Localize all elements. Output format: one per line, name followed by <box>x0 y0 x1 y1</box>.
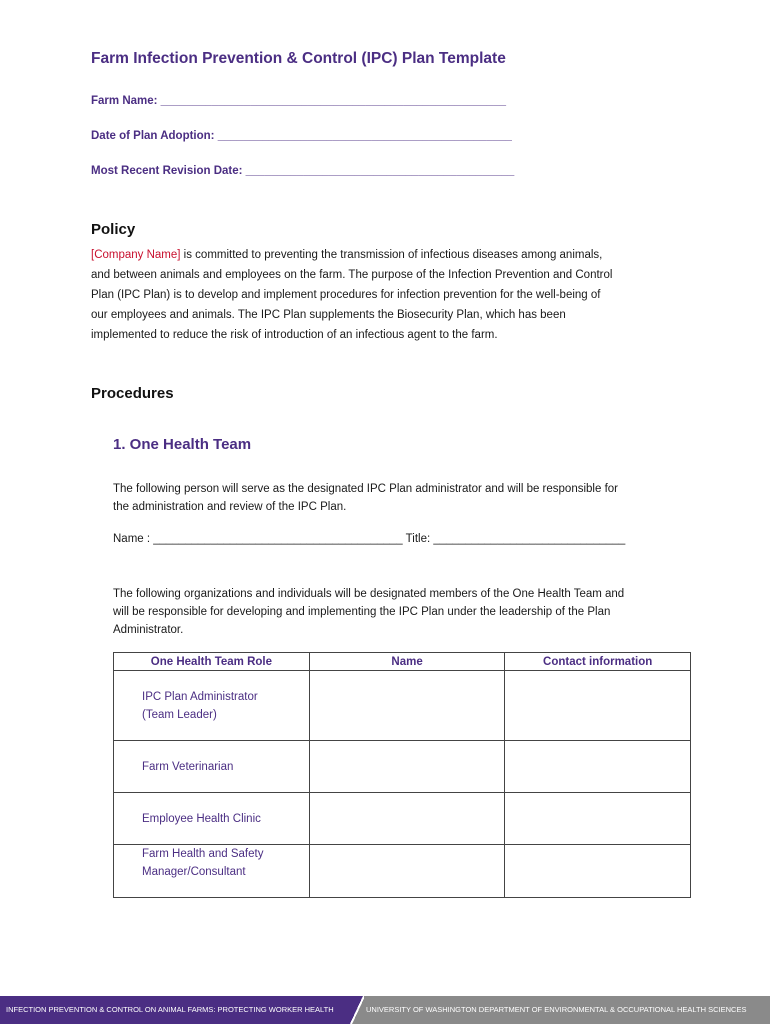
members-line-2: will be responsible for developing and implementing the IPC Plan under the leadership of the Plan <box>113 606 611 618</box>
adoption-date-field: Date of Plan Adoption: ______________________________________________ <box>91 130 512 142</box>
one-health-team-table <box>113 652 691 898</box>
header-name: Name <box>309 653 505 671</box>
role-cell <box>114 671 310 741</box>
contact-cell[interactable] <box>505 793 691 845</box>
policy-paragraph <box>91 245 731 345</box>
members-line-1: The following organizations and individuals will be designated members of the One Health Team and <box>113 588 625 600</box>
name-cell[interactable] <box>309 793 505 845</box>
name-cell[interactable] <box>309 671 505 741</box>
members-paragraph <box>113 585 713 639</box>
contact-cell[interactable] <box>505 845 691 898</box>
role-cell <box>114 793 310 845</box>
role-cell <box>114 845 310 898</box>
role-line: Employee Health Clinic <box>142 812 261 825</box>
table-row <box>114 845 691 898</box>
table-row <box>114 671 691 741</box>
role-cell <box>114 741 310 793</box>
role-line: IPC Plan Administrator <box>142 690 258 703</box>
policy-line-4: our employees and animals. The IPC Plan supplements the Biosecurity Plan, which has been <box>91 309 566 321</box>
company-name-placeholder: [Company Name] <box>91 249 181 261</box>
footer-divider <box>350 996 364 1024</box>
revision-date-field: Most Recent Revision Date: __________________________________________ <box>91 165 515 177</box>
procedures-heading: Procedures <box>91 385 174 402</box>
footer-left-text: INFECTION PREVENTION & CONTROL ON ANIMAL FARMS: PROTECTING WORKER HEALTH <box>0 996 356 1024</box>
farm-name-field: Farm Name: ______________________________________________________ <box>91 95 507 107</box>
role-line: (Team Leader) <box>142 708 217 721</box>
members-line-3: Administrator. <box>113 624 184 636</box>
administrator-line-2: the administration and review of the IPC Plan. <box>113 501 347 513</box>
policy-line-2: and between animals and employees on the farm. The purpose of the Infection Prevention and Control <box>91 269 613 281</box>
one-health-team-heading: 1. One Health Team <box>113 436 252 453</box>
table-row <box>114 741 691 793</box>
table-header-row <box>114 653 691 671</box>
contact-cell[interactable] <box>505 741 691 793</box>
administrator-line-1: The following person will serve as the designated IPC Plan administrator and will be responsible for <box>113 483 618 495</box>
footer-right-text: UNIVERSITY OF WASHINGTON DEPARTMENT OF ENVIRONMENTAL & OCCUPATIONAL HEALTH SCIENCES <box>366 1005 747 1014</box>
policy-line-1: is committed to preventing the transmission of infectious diseases among animals, <box>180 249 603 261</box>
policy-line-5: implemented to reduce the risk of introduction of an infectious agent to the farm. <box>91 329 498 341</box>
header-role: One Health Team Role <box>114 653 310 671</box>
policy-line-3: Plan (IPC Plan) is to develop and implement procedures for infection prevention for the well-being of <box>91 289 601 301</box>
name-cell[interactable] <box>309 845 505 898</box>
table-row <box>114 793 691 845</box>
administrator-paragraph <box>113 480 713 516</box>
document-title: Farm Infection Prevention & Control (IPC) Plan Template <box>91 50 506 67</box>
header-contact: Contact information <box>505 653 691 671</box>
role-line: Manager/Consultant <box>142 866 246 878</box>
role-line: Farm Veterinarian <box>142 760 234 773</box>
role-line: Farm Health and Safety <box>142 848 264 860</box>
name-cell[interactable] <box>309 741 505 793</box>
policy-heading: Policy <box>91 221 136 238</box>
contact-cell[interactable] <box>505 671 691 741</box>
name-title-line: Name : _______________________________________ Title: ______________________________ <box>113 533 626 545</box>
